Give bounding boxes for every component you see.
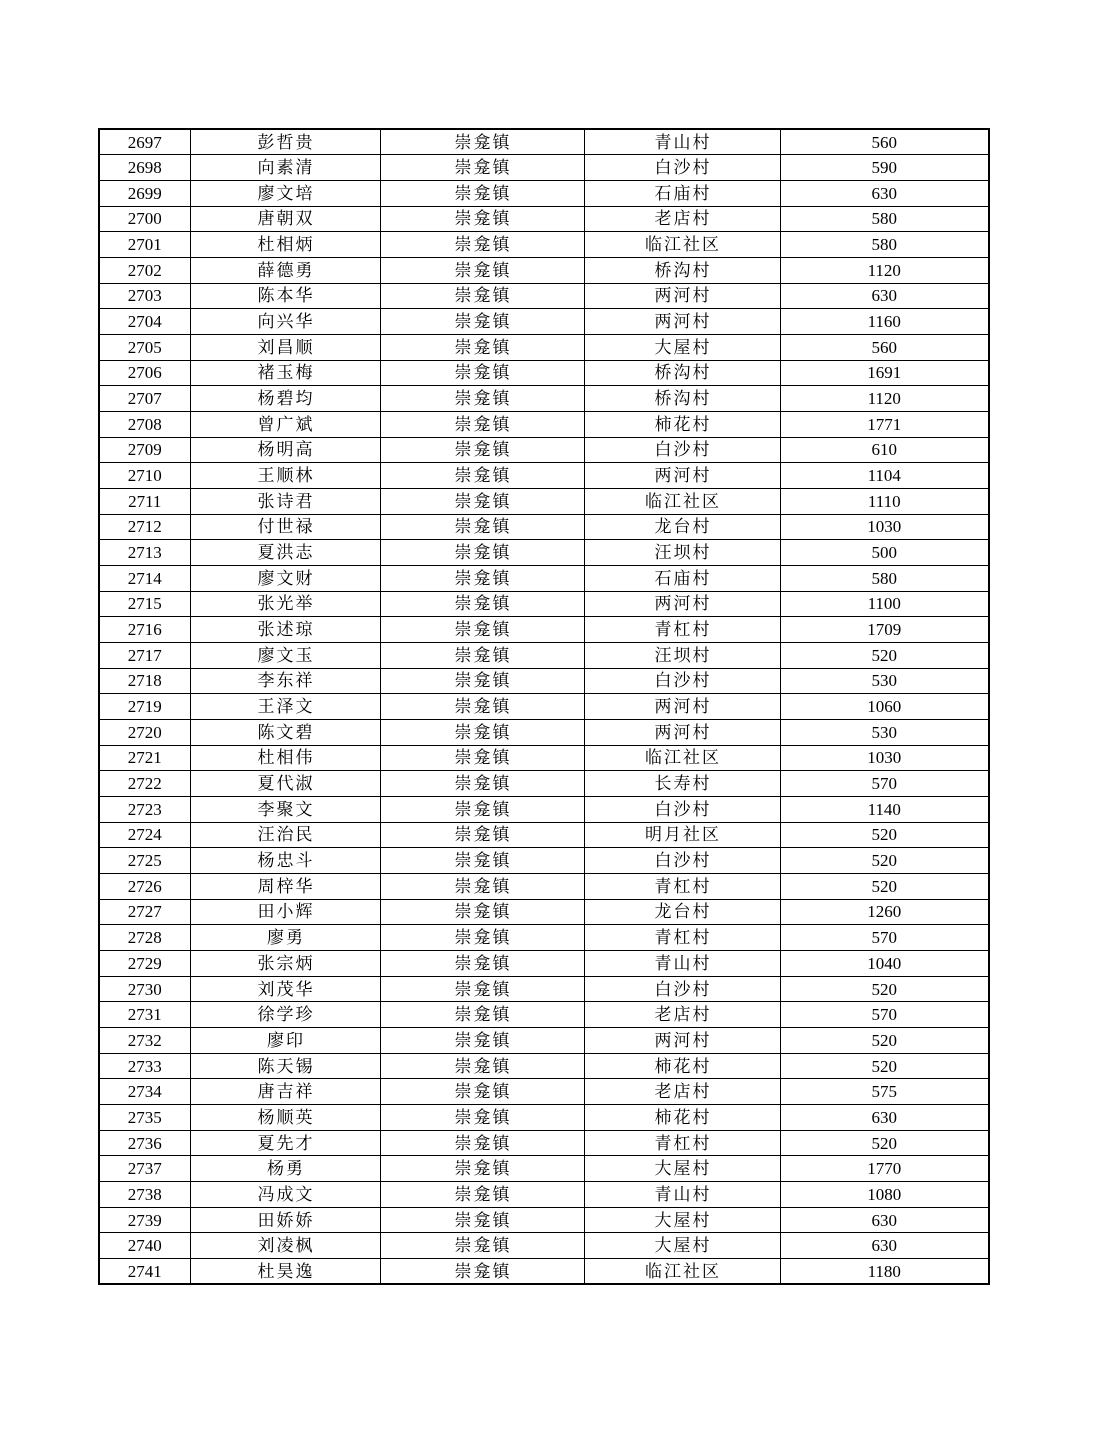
cell-village: 老店村: [584, 1079, 780, 1105]
cell-amount: 1770: [780, 1156, 989, 1182]
cell-name: 王泽文: [190, 694, 380, 720]
cell-amount: 1030: [780, 745, 989, 771]
table-row: [99, 951, 989, 977]
cell-town: 崇龛镇: [380, 411, 584, 437]
cell-town: 崇龛镇: [380, 129, 584, 155]
cell-name: 李聚文: [190, 796, 380, 822]
cell-town: 崇龛镇: [380, 360, 584, 386]
cell-town: 崇龛镇: [380, 488, 584, 514]
cell-town: 崇龛镇: [380, 925, 584, 951]
cell-name: 杜相伟: [190, 745, 380, 771]
cell-name: 张诗君: [190, 488, 380, 514]
cell-name: 唐朝双: [190, 206, 380, 232]
cell-name: 冯成文: [190, 1182, 380, 1208]
cell-name: 陈文碧: [190, 719, 380, 745]
cell-town: 崇龛镇: [380, 848, 584, 874]
cell-amount: 560: [780, 334, 989, 360]
cell-amount: 1080: [780, 1182, 989, 1208]
cell-town: 崇龛镇: [380, 309, 584, 335]
table-row: [99, 642, 989, 668]
cell-village: 龙台村: [584, 514, 780, 540]
cell-serial: 2699: [99, 180, 190, 206]
cell-town: 崇龛镇: [380, 180, 584, 206]
cell-amount: 520: [780, 1028, 989, 1054]
cell-town: 崇龛镇: [380, 1130, 584, 1156]
cell-amount: 630: [780, 180, 989, 206]
cell-village: 青山村: [584, 951, 780, 977]
cell-amount: 1709: [780, 617, 989, 643]
cell-serial: 2714: [99, 565, 190, 591]
cell-serial: 2702: [99, 257, 190, 283]
cell-serial: 2730: [99, 976, 190, 1002]
cell-town: 崇龛镇: [380, 232, 584, 258]
cell-serial: 2736: [99, 1130, 190, 1156]
cell-amount: 520: [780, 848, 989, 874]
cell-serial: 2726: [99, 873, 190, 899]
cell-village: 青山村: [584, 1182, 780, 1208]
cell-village: 临江社区: [584, 488, 780, 514]
cell-serial: 2710: [99, 463, 190, 489]
cell-village: 白沙村: [584, 796, 780, 822]
table-row: [99, 463, 989, 489]
cell-serial: 2727: [99, 899, 190, 925]
cell-amount: 1140: [780, 796, 989, 822]
record-table: [98, 128, 990, 1285]
cell-name: 唐吉祥: [190, 1079, 380, 1105]
cell-serial: 2732: [99, 1028, 190, 1054]
cell-name: 夏洪志: [190, 540, 380, 566]
table-row: [99, 411, 989, 437]
cell-village: 两河村: [584, 694, 780, 720]
cell-village: 石庙村: [584, 180, 780, 206]
cell-amount: 630: [780, 1233, 989, 1259]
cell-amount: 520: [780, 822, 989, 848]
cell-name: 徐学珍: [190, 1002, 380, 1028]
table-row: [99, 694, 989, 720]
cell-village: 明月社区: [584, 822, 780, 848]
cell-village: 青杠村: [584, 1130, 780, 1156]
cell-amount: 630: [780, 1207, 989, 1233]
cell-serial: 2717: [99, 642, 190, 668]
table-row: [99, 360, 989, 386]
cell-amount: 1160: [780, 309, 989, 335]
cell-village: 两河村: [584, 463, 780, 489]
cell-name: 张光举: [190, 591, 380, 617]
table-row: [99, 976, 989, 1002]
cell-amount: 520: [780, 1053, 989, 1079]
cell-village: 柿花村: [584, 1105, 780, 1131]
cell-town: 崇龛镇: [380, 822, 584, 848]
cell-name: 杨勇: [190, 1156, 380, 1182]
table-row: [99, 334, 989, 360]
cell-amount: 520: [780, 873, 989, 899]
cell-town: 崇龛镇: [380, 1028, 584, 1054]
cell-village: 桥沟村: [584, 257, 780, 283]
table-row: [99, 1002, 989, 1028]
cell-serial: 2723: [99, 796, 190, 822]
cell-amount: 560: [780, 129, 989, 155]
cell-name: 田小辉: [190, 899, 380, 925]
cell-town: 崇龛镇: [380, 437, 584, 463]
cell-village: 临江社区: [584, 232, 780, 258]
cell-town: 崇龛镇: [380, 796, 584, 822]
cell-town: 崇龛镇: [380, 1233, 584, 1259]
cell-town: 崇龛镇: [380, 771, 584, 797]
table-row: [99, 796, 989, 822]
cell-village: 青杠村: [584, 617, 780, 643]
cell-town: 崇龛镇: [380, 668, 584, 694]
cell-amount: 570: [780, 925, 989, 951]
cell-amount: 1120: [780, 386, 989, 412]
cell-amount: 630: [780, 283, 989, 309]
cell-name: 向素清: [190, 155, 380, 181]
cell-village: 老店村: [584, 1002, 780, 1028]
cell-name: 杨顺英: [190, 1105, 380, 1131]
cell-village: 汪坝村: [584, 540, 780, 566]
record-table-body: [99, 129, 989, 1284]
cell-serial: 2703: [99, 283, 190, 309]
cell-serial: 2735: [99, 1105, 190, 1131]
table-row: [99, 1182, 989, 1208]
table-row: [99, 1079, 989, 1105]
cell-name: 彭哲贵: [190, 129, 380, 155]
cell-amount: 580: [780, 206, 989, 232]
cell-serial: 2738: [99, 1182, 190, 1208]
cell-serial: 2698: [99, 155, 190, 181]
cell-name: 曾广斌: [190, 411, 380, 437]
cell-amount: 1691: [780, 360, 989, 386]
cell-town: 崇龛镇: [380, 463, 584, 489]
cell-name: 陈本华: [190, 283, 380, 309]
cell-town: 崇龛镇: [380, 1002, 584, 1028]
cell-amount: 570: [780, 1002, 989, 1028]
cell-town: 崇龛镇: [380, 591, 584, 617]
cell-village: 老店村: [584, 206, 780, 232]
cell-name: 夏先才: [190, 1130, 380, 1156]
cell-amount: 610: [780, 437, 989, 463]
cell-name: 汪治民: [190, 822, 380, 848]
table-row: [99, 1259, 989, 1285]
table-row: [99, 1028, 989, 1054]
cell-amount: 1771: [780, 411, 989, 437]
table-row: [99, 565, 989, 591]
table-row: [99, 873, 989, 899]
cell-name: 付世禄: [190, 514, 380, 540]
cell-village: 桥沟村: [584, 386, 780, 412]
cell-amount: 1030: [780, 514, 989, 540]
cell-amount: 1060: [780, 694, 989, 720]
cell-name: 周梓华: [190, 873, 380, 899]
cell-serial: 2728: [99, 925, 190, 951]
table-row: [99, 617, 989, 643]
table-row: [99, 591, 989, 617]
cell-amount: 570: [780, 771, 989, 797]
cell-amount: 1104: [780, 463, 989, 489]
cell-village: 柿花村: [584, 411, 780, 437]
cell-name: 杨碧均: [190, 386, 380, 412]
table-row: [99, 283, 989, 309]
cell-name: 陈天锡: [190, 1053, 380, 1079]
cell-village: 临江社区: [584, 1259, 780, 1285]
cell-village: 青杠村: [584, 925, 780, 951]
cell-village: 临江社区: [584, 745, 780, 771]
cell-amount: 520: [780, 976, 989, 1002]
cell-name: 廖印: [190, 1028, 380, 1054]
table-row: [99, 309, 989, 335]
cell-name: 廖勇: [190, 925, 380, 951]
cell-serial: 2731: [99, 1002, 190, 1028]
cell-town: 崇龛镇: [380, 334, 584, 360]
table-row: [99, 899, 989, 925]
cell-amount: 530: [780, 719, 989, 745]
cell-town: 崇龛镇: [380, 206, 584, 232]
cell-village: 两河村: [584, 283, 780, 309]
cell-amount: 1040: [780, 951, 989, 977]
cell-village: 白沙村: [584, 976, 780, 1002]
cell-name: 张述琼: [190, 617, 380, 643]
table-row: [99, 719, 989, 745]
cell-village: 青杠村: [584, 873, 780, 899]
cell-serial: 2713: [99, 540, 190, 566]
cell-town: 崇龛镇: [380, 745, 584, 771]
cell-serial: 2701: [99, 232, 190, 258]
cell-village: 大屋村: [584, 1207, 780, 1233]
cell-amount: 590: [780, 155, 989, 181]
cell-name: 刘凌枫: [190, 1233, 380, 1259]
cell-village: 长寿村: [584, 771, 780, 797]
cell-serial: 2716: [99, 617, 190, 643]
table-row: [99, 488, 989, 514]
table-row: [99, 848, 989, 874]
cell-village: 白沙村: [584, 668, 780, 694]
cell-village: 两河村: [584, 1028, 780, 1054]
cell-amount: 580: [780, 565, 989, 591]
cell-village: 青山村: [584, 129, 780, 155]
cell-name: 杜相炳: [190, 232, 380, 258]
cell-serial: 2705: [99, 334, 190, 360]
cell-town: 崇龛镇: [380, 540, 584, 566]
table-row: [99, 386, 989, 412]
table-row: [99, 206, 989, 232]
cell-name: 刘昌顺: [190, 334, 380, 360]
table-row: [99, 437, 989, 463]
cell-amount: 1120: [780, 257, 989, 283]
table-row: [99, 155, 989, 181]
cell-amount: 1110: [780, 488, 989, 514]
cell-village: 白沙村: [584, 155, 780, 181]
cell-village: 龙台村: [584, 899, 780, 925]
cell-town: 崇龛镇: [380, 1079, 584, 1105]
cell-serial: 2700: [99, 206, 190, 232]
cell-serial: 2706: [99, 360, 190, 386]
cell-serial: 2734: [99, 1079, 190, 1105]
cell-serial: 2725: [99, 848, 190, 874]
cell-village: 大屋村: [584, 1233, 780, 1259]
cell-village: 两河村: [584, 309, 780, 335]
cell-town: 崇龛镇: [380, 283, 584, 309]
table-row: [99, 129, 989, 155]
cell-town: 崇龛镇: [380, 1259, 584, 1285]
cell-name: 向兴华: [190, 309, 380, 335]
cell-village: 大屋村: [584, 334, 780, 360]
cell-village: 桥沟村: [584, 360, 780, 386]
cell-town: 崇龛镇: [380, 873, 584, 899]
cell-town: 崇龛镇: [380, 565, 584, 591]
table-row: [99, 771, 989, 797]
cell-name: 褚玉梅: [190, 360, 380, 386]
cell-town: 崇龛镇: [380, 694, 584, 720]
cell-name: 杨忠斗: [190, 848, 380, 874]
cell-serial: 2708: [99, 411, 190, 437]
cell-town: 崇龛镇: [380, 642, 584, 668]
cell-town: 崇龛镇: [380, 1156, 584, 1182]
table-row: [99, 925, 989, 951]
table-row: [99, 1156, 989, 1182]
cell-town: 崇龛镇: [380, 899, 584, 925]
cell-serial: 2719: [99, 694, 190, 720]
cell-serial: 2707: [99, 386, 190, 412]
cell-serial: 2721: [99, 745, 190, 771]
cell-serial: 2712: [99, 514, 190, 540]
table-row: [99, 822, 989, 848]
cell-amount: 575: [780, 1079, 989, 1105]
cell-name: 刘茂华: [190, 976, 380, 1002]
cell-town: 崇龛镇: [380, 976, 584, 1002]
cell-serial: 2722: [99, 771, 190, 797]
cell-name: 王顺林: [190, 463, 380, 489]
cell-amount: 630: [780, 1105, 989, 1131]
cell-village: 汪坝村: [584, 642, 780, 668]
cell-name: 杨明高: [190, 437, 380, 463]
table-row: [99, 1130, 989, 1156]
cell-serial: 2709: [99, 437, 190, 463]
cell-amount: 530: [780, 668, 989, 694]
cell-village: 两河村: [584, 591, 780, 617]
table-row: [99, 540, 989, 566]
table-row: [99, 1233, 989, 1259]
cell-serial: 2733: [99, 1053, 190, 1079]
cell-amount: 1100: [780, 591, 989, 617]
cell-name: 田娇娇: [190, 1207, 380, 1233]
table-row: [99, 514, 989, 540]
cell-amount: 500: [780, 540, 989, 566]
cell-town: 崇龛镇: [380, 1053, 584, 1079]
cell-amount: 580: [780, 232, 989, 258]
table-row: [99, 180, 989, 206]
cell-town: 崇龛镇: [380, 386, 584, 412]
cell-town: 崇龛镇: [380, 514, 584, 540]
table-row: [99, 257, 989, 283]
cell-name: 李东祥: [190, 668, 380, 694]
cell-serial: 2741: [99, 1259, 190, 1285]
table-row: [99, 1207, 989, 1233]
cell-name: 夏代淑: [190, 771, 380, 797]
cell-village: 白沙村: [584, 848, 780, 874]
table-row: [99, 668, 989, 694]
cell-amount: 520: [780, 1130, 989, 1156]
cell-amount: 1180: [780, 1259, 989, 1285]
cell-town: 崇龛镇: [380, 155, 584, 181]
table-row: [99, 1105, 989, 1131]
table-row: [99, 745, 989, 771]
cell-village: 柿花村: [584, 1053, 780, 1079]
cell-serial: 2711: [99, 488, 190, 514]
cell-town: 崇龛镇: [380, 1105, 584, 1131]
cell-name: 张宗炳: [190, 951, 380, 977]
cell-serial: 2724: [99, 822, 190, 848]
cell-serial: 2739: [99, 1207, 190, 1233]
cell-amount: 520: [780, 642, 989, 668]
cell-name: 廖文培: [190, 180, 380, 206]
cell-town: 崇龛镇: [380, 617, 584, 643]
cell-village: 白沙村: [584, 437, 780, 463]
cell-village: 大屋村: [584, 1156, 780, 1182]
cell-amount: 1260: [780, 899, 989, 925]
cell-serial: 2718: [99, 668, 190, 694]
cell-serial: 2720: [99, 719, 190, 745]
cell-name: 薛德勇: [190, 257, 380, 283]
cell-town: 崇龛镇: [380, 1182, 584, 1208]
cell-serial: 2737: [99, 1156, 190, 1182]
table-row: [99, 232, 989, 258]
cell-name: 廖文财: [190, 565, 380, 591]
cell-serial: 2740: [99, 1233, 190, 1259]
table-row: [99, 1053, 989, 1079]
cell-serial: 2729: [99, 951, 190, 977]
cell-name: 杜昊逸: [190, 1259, 380, 1285]
cell-town: 崇龛镇: [380, 1207, 584, 1233]
cell-village: 两河村: [584, 719, 780, 745]
cell-town: 崇龛镇: [380, 257, 584, 283]
cell-serial: 2715: [99, 591, 190, 617]
cell-serial: 2697: [99, 129, 190, 155]
cell-name: 廖文玉: [190, 642, 380, 668]
cell-town: 崇龛镇: [380, 719, 584, 745]
cell-town: 崇龛镇: [380, 951, 584, 977]
cell-serial: 2704: [99, 309, 190, 335]
cell-village: 石庙村: [584, 565, 780, 591]
